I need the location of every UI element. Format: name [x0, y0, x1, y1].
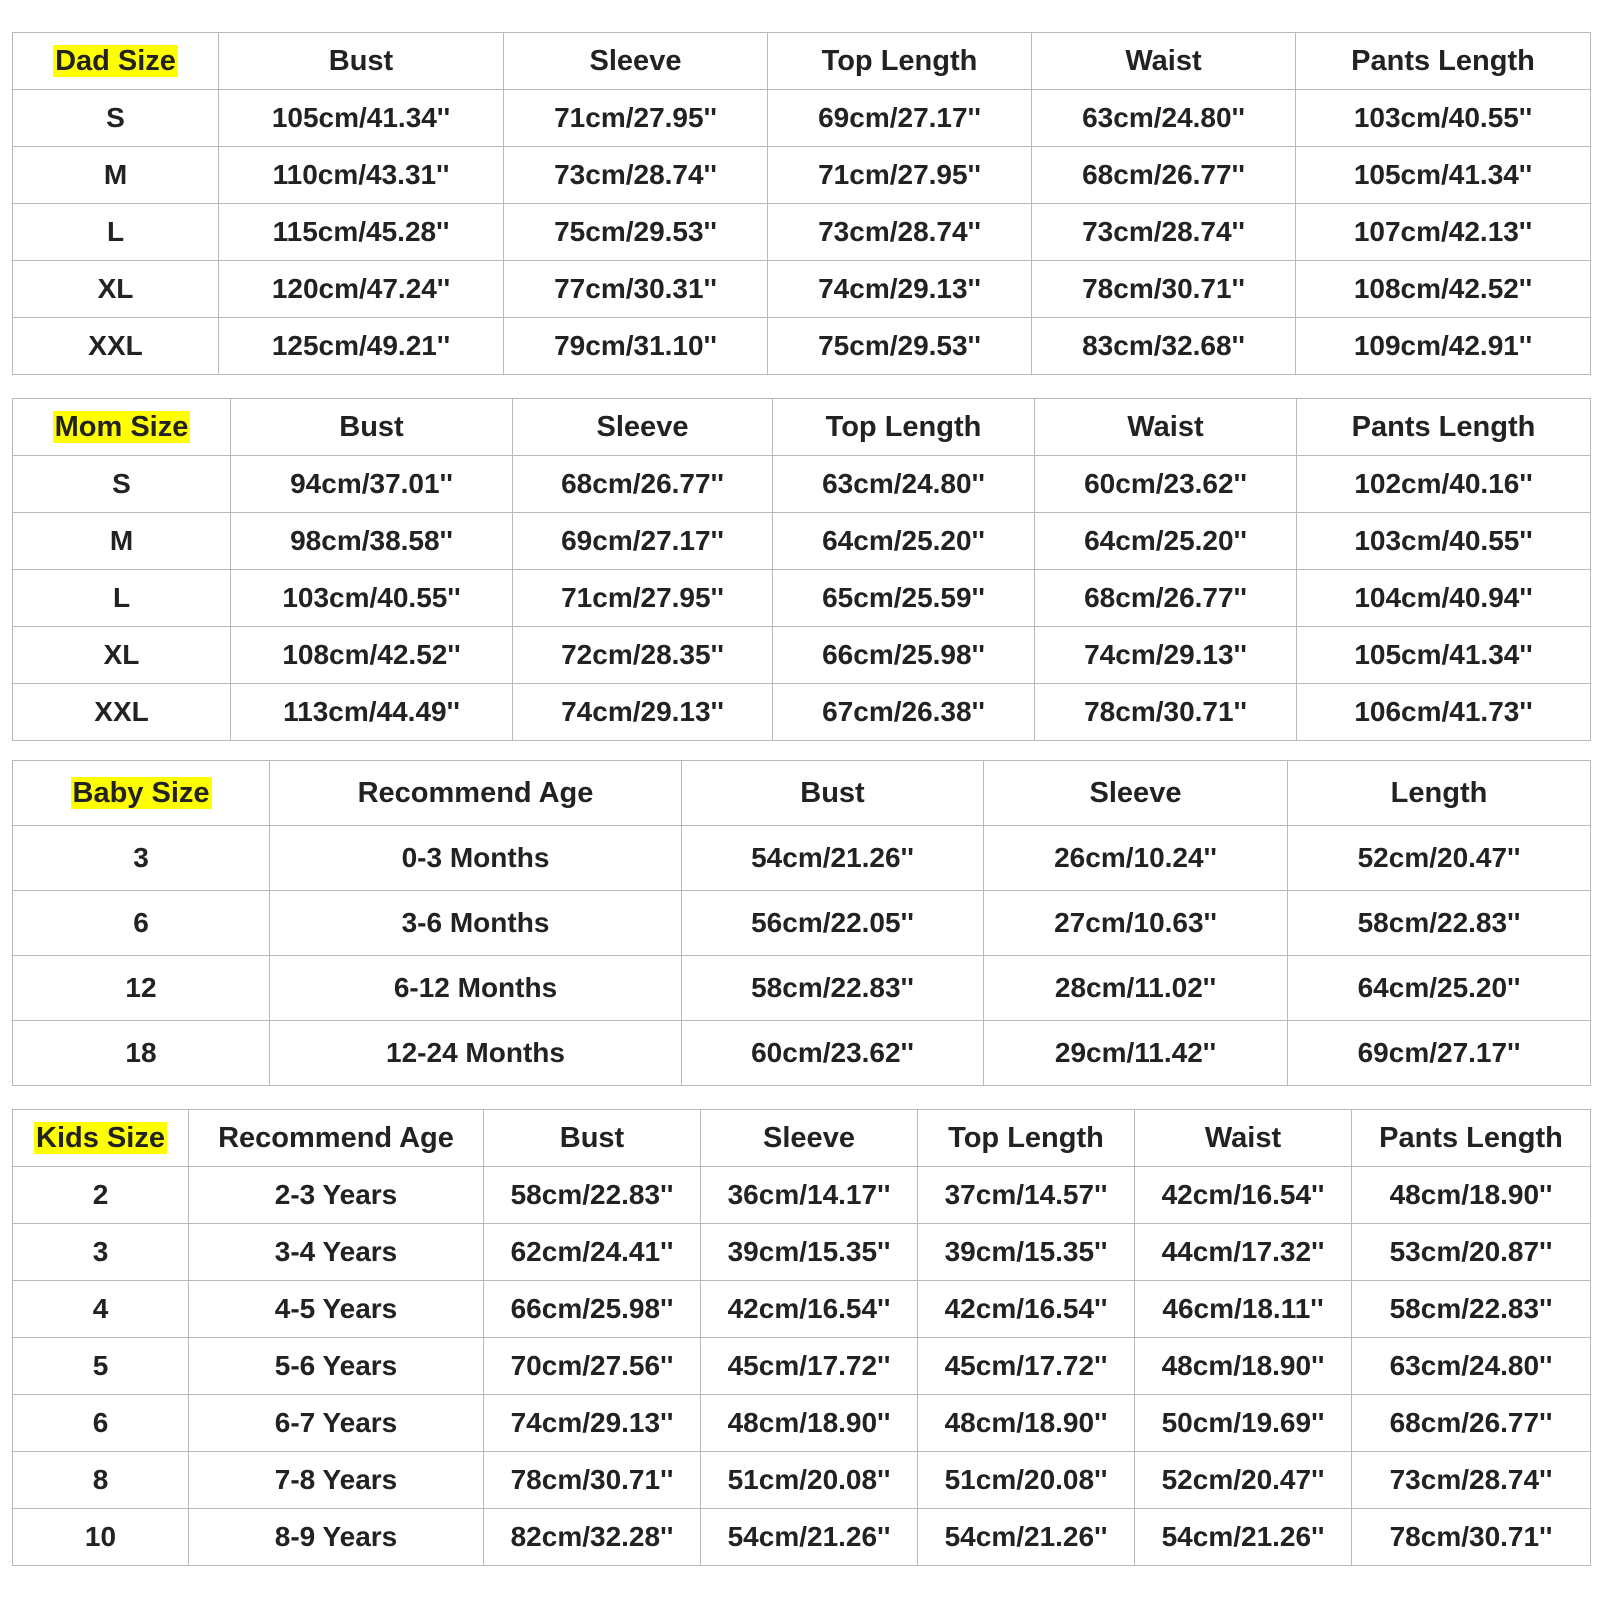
table-row	[13, 684, 1591, 741]
measurement-cell: 78cm/30.71''	[484, 1452, 701, 1509]
measurement-cell: 74cm/29.13''	[768, 261, 1032, 318]
column-header: Pants Length	[1297, 399, 1591, 456]
column-header: Pants Length	[1296, 33, 1591, 90]
measurement-cell: 104cm/40.94''	[1297, 570, 1591, 627]
measurement-cell: 44cm/17.32''	[1135, 1224, 1352, 1281]
measurement-cell: 69cm/27.17''	[768, 90, 1032, 147]
size-cell: 10	[13, 1509, 189, 1566]
table-row	[13, 1452, 1591, 1509]
measurement-cell: 67cm/26.38''	[773, 684, 1035, 741]
measurement-cell: 64cm/25.20''	[1035, 513, 1297, 570]
measurement-cell: 5-6 Years	[189, 1338, 484, 1395]
table-row	[13, 956, 1591, 1021]
measurement-cell: 68cm/26.77''	[513, 456, 773, 513]
measurement-cell: 65cm/25.59''	[773, 570, 1035, 627]
measurement-cell: 4-5 Years	[189, 1281, 484, 1338]
size-label-highlight: Kids Size	[36, 1121, 165, 1154]
mom-size-table	[12, 398, 1591, 741]
measurement-cell: 60cm/23.62''	[682, 1021, 984, 1086]
measurement-cell: 72cm/28.35''	[513, 627, 773, 684]
size-cell: 18	[13, 1021, 270, 1086]
measurement-cell: 28cm/11.02''	[984, 956, 1288, 1021]
table-row	[13, 1338, 1591, 1395]
table-title	[13, 33, 219, 90]
table-row	[13, 1224, 1591, 1281]
table-row	[13, 1509, 1591, 1566]
measurement-cell: 54cm/21.26''	[701, 1509, 918, 1566]
measurement-cell: 73cm/28.74''	[768, 204, 1032, 261]
column-header: Recommend Age	[189, 1110, 484, 1167]
table-row	[13, 1167, 1591, 1224]
measurement-cell: 0-3 Months	[270, 826, 682, 891]
size-cell: M	[13, 147, 219, 204]
measurement-cell: 113cm/44.49''	[231, 684, 513, 741]
measurement-cell: 106cm/41.73''	[1297, 684, 1591, 741]
measurement-cell: 50cm/19.69''	[1135, 1395, 1352, 1452]
size-cell: S	[13, 456, 231, 513]
measurement-cell: 6-7 Years	[189, 1395, 484, 1452]
column-header: Top Length	[773, 399, 1035, 456]
table-row	[13, 318, 1591, 375]
measurement-cell: 42cm/16.54''	[1135, 1167, 1352, 1224]
measurement-cell: 83cm/32.68''	[1032, 318, 1296, 375]
measurement-cell: 3-4 Years	[189, 1224, 484, 1281]
measurement-cell: 69cm/27.17''	[513, 513, 773, 570]
table-row	[13, 456, 1591, 513]
table-row	[13, 147, 1591, 204]
column-header: Bust	[484, 1110, 701, 1167]
measurement-cell: 125cm/49.21''	[219, 318, 504, 375]
measurement-cell: 52cm/20.47''	[1135, 1452, 1352, 1509]
measurement-cell: 79cm/31.10''	[504, 318, 768, 375]
measurement-cell: 103cm/40.55''	[1297, 513, 1591, 570]
size-cell: 3	[13, 1224, 189, 1281]
measurement-cell: 78cm/30.71''	[1352, 1509, 1591, 1566]
size-cell: XL	[13, 627, 231, 684]
measurement-cell: 52cm/20.47''	[1288, 826, 1591, 891]
size-cell: 12	[13, 956, 270, 1021]
measurement-cell: 45cm/17.72''	[701, 1338, 918, 1395]
measurement-cell: 36cm/14.17''	[701, 1167, 918, 1224]
table-row	[13, 627, 1591, 684]
measurement-cell: 48cm/18.90''	[1135, 1338, 1352, 1395]
column-header: Sleeve	[504, 33, 768, 90]
measurement-cell: 75cm/29.53''	[768, 318, 1032, 375]
size-cell: L	[13, 570, 231, 627]
measurement-cell: 74cm/29.13''	[513, 684, 773, 741]
measurement-cell: 68cm/26.77''	[1032, 147, 1296, 204]
measurement-cell: 77cm/30.31''	[504, 261, 768, 318]
measurement-cell: 58cm/22.83''	[1352, 1281, 1591, 1338]
measurement-cell: 64cm/25.20''	[1288, 956, 1591, 1021]
table-row	[13, 826, 1591, 891]
column-header: Top Length	[918, 1110, 1135, 1167]
column-header: Bust	[231, 399, 513, 456]
table-row	[13, 261, 1591, 318]
measurement-cell: 58cm/22.83''	[682, 956, 984, 1021]
measurement-cell: 107cm/42.13''	[1296, 204, 1591, 261]
table-row	[13, 1281, 1591, 1338]
measurement-cell: 39cm/15.35''	[701, 1224, 918, 1281]
measurement-cell: 51cm/20.08''	[918, 1452, 1135, 1509]
measurement-cell: 69cm/27.17''	[1288, 1021, 1591, 1086]
dad-size-table	[12, 32, 1591, 375]
measurement-cell: 54cm/21.26''	[682, 826, 984, 891]
measurement-cell: 39cm/15.35''	[918, 1224, 1135, 1281]
measurement-cell: 29cm/11.42''	[984, 1021, 1288, 1086]
size-label-highlight: Mom Size	[54, 410, 189, 443]
measurement-cell: 63cm/24.80''	[1032, 90, 1296, 147]
measurement-cell: 115cm/45.28''	[219, 204, 504, 261]
measurement-cell: 27cm/10.63''	[984, 891, 1288, 956]
measurement-cell: 12-24 Months	[270, 1021, 682, 1086]
measurement-cell: 75cm/29.53''	[504, 204, 768, 261]
measurement-cell: 73cm/28.74''	[1352, 1452, 1591, 1509]
measurement-cell: 53cm/20.87''	[1352, 1224, 1591, 1281]
measurement-cell: 64cm/25.20''	[773, 513, 1035, 570]
measurement-cell: 45cm/17.72''	[918, 1338, 1135, 1395]
table-row	[13, 90, 1591, 147]
measurement-cell: 62cm/24.41''	[484, 1224, 701, 1281]
table-header-row	[13, 399, 1591, 456]
table-row	[13, 1395, 1591, 1452]
size-cell: 8	[13, 1452, 189, 1509]
column-header: Pants Length	[1352, 1110, 1591, 1167]
measurement-cell: 82cm/32.28''	[484, 1509, 701, 1566]
measurement-cell: 8-9 Years	[189, 1509, 484, 1566]
size-cell: 3	[13, 826, 270, 891]
measurement-cell: 74cm/29.13''	[1035, 627, 1297, 684]
table-title	[13, 1110, 189, 1167]
measurement-cell: 46cm/18.11''	[1135, 1281, 1352, 1338]
measurement-cell: 66cm/25.98''	[773, 627, 1035, 684]
measurement-cell: 73cm/28.74''	[1032, 204, 1296, 261]
measurement-cell: 51cm/20.08''	[701, 1452, 918, 1509]
size-cell: 6	[13, 1395, 189, 1452]
size-cell: L	[13, 204, 219, 261]
measurement-cell: 78cm/30.71''	[1032, 261, 1296, 318]
measurement-cell: 42cm/16.54''	[918, 1281, 1135, 1338]
table-row	[13, 513, 1591, 570]
measurement-cell: 71cm/27.95''	[768, 147, 1032, 204]
measurement-cell: 103cm/40.55''	[1296, 90, 1591, 147]
measurement-cell: 63cm/24.80''	[773, 456, 1035, 513]
column-header: Waist	[1135, 1110, 1352, 1167]
measurement-cell: 120cm/47.24''	[219, 261, 504, 318]
measurement-cell: 105cm/41.34''	[1297, 627, 1591, 684]
table-row	[13, 891, 1591, 956]
measurement-cell: 48cm/18.90''	[1352, 1167, 1591, 1224]
baby-size-table	[12, 760, 1591, 1086]
measurement-cell: 7-8 Years	[189, 1452, 484, 1509]
measurement-cell: 108cm/42.52''	[1296, 261, 1591, 318]
measurement-cell: 54cm/21.26''	[918, 1509, 1135, 1566]
measurement-cell: 102cm/40.16''	[1297, 456, 1591, 513]
measurement-cell: 3-6 Months	[270, 891, 682, 956]
size-cell: S	[13, 90, 219, 147]
column-header: Bust	[219, 33, 504, 90]
size-label-highlight: Baby Size	[72, 776, 210, 809]
column-header: Top Length	[768, 33, 1032, 90]
measurement-cell: 103cm/40.55''	[231, 570, 513, 627]
table-row	[13, 204, 1591, 261]
measurement-cell: 73cm/28.74''	[504, 147, 768, 204]
size-label-highlight: Dad Size	[55, 44, 176, 77]
column-header: Length	[1288, 761, 1591, 826]
column-header: Bust	[682, 761, 984, 826]
measurement-cell: 105cm/41.34''	[1296, 147, 1591, 204]
table-header-row	[13, 761, 1591, 826]
measurement-cell: 58cm/22.83''	[484, 1167, 701, 1224]
measurement-cell: 48cm/18.90''	[701, 1395, 918, 1452]
measurement-cell: 2-3 Years	[189, 1167, 484, 1224]
size-cell: XXL	[13, 684, 231, 741]
size-cell: 6	[13, 891, 270, 956]
size-cell: XXL	[13, 318, 219, 375]
column-header: Sleeve	[984, 761, 1288, 826]
measurement-cell: 63cm/24.80''	[1352, 1338, 1591, 1395]
measurement-cell: 98cm/38.58''	[231, 513, 513, 570]
measurement-cell: 71cm/27.95''	[513, 570, 773, 627]
measurement-cell: 26cm/10.24''	[984, 826, 1288, 891]
measurement-cell: 48cm/18.90''	[918, 1395, 1135, 1452]
table-header-row	[13, 33, 1591, 90]
measurement-cell: 6-12 Months	[270, 956, 682, 1021]
column-header: Sleeve	[513, 399, 773, 456]
column-header: Sleeve	[701, 1110, 918, 1167]
table-row	[13, 1021, 1591, 1086]
measurement-cell: 109cm/42.91''	[1296, 318, 1591, 375]
table-title	[13, 761, 270, 826]
table-header-row	[13, 1110, 1591, 1167]
size-cell: XL	[13, 261, 219, 318]
measurement-cell: 71cm/27.95''	[504, 90, 768, 147]
measurement-cell: 68cm/26.77''	[1035, 570, 1297, 627]
measurement-cell: 68cm/26.77''	[1352, 1395, 1591, 1452]
column-header: Waist	[1035, 399, 1297, 456]
measurement-cell: 42cm/16.54''	[701, 1281, 918, 1338]
size-cell: 5	[13, 1338, 189, 1395]
column-header: Waist	[1032, 33, 1296, 90]
measurement-cell: 94cm/37.01''	[231, 456, 513, 513]
table-row	[13, 570, 1591, 627]
size-cell: 4	[13, 1281, 189, 1338]
measurement-cell: 58cm/22.83''	[1288, 891, 1591, 956]
measurement-cell: 74cm/29.13''	[484, 1395, 701, 1452]
measurement-cell: 60cm/23.62''	[1035, 456, 1297, 513]
measurement-cell: 110cm/43.31''	[219, 147, 504, 204]
measurement-cell: 78cm/30.71''	[1035, 684, 1297, 741]
size-cell: 2	[13, 1167, 189, 1224]
column-header: Recommend Age	[270, 761, 682, 826]
measurement-cell: 70cm/27.56''	[484, 1338, 701, 1395]
kids-size-table	[12, 1109, 1591, 1566]
table-title	[13, 399, 231, 456]
measurement-cell: 54cm/21.26''	[1135, 1509, 1352, 1566]
measurement-cell: 37cm/14.57''	[918, 1167, 1135, 1224]
measurement-cell: 105cm/41.34''	[219, 90, 504, 147]
measurement-cell: 56cm/22.05''	[682, 891, 984, 956]
size-cell: M	[13, 513, 231, 570]
measurement-cell: 108cm/42.52''	[231, 627, 513, 684]
measurement-cell: 66cm/25.98''	[484, 1281, 701, 1338]
